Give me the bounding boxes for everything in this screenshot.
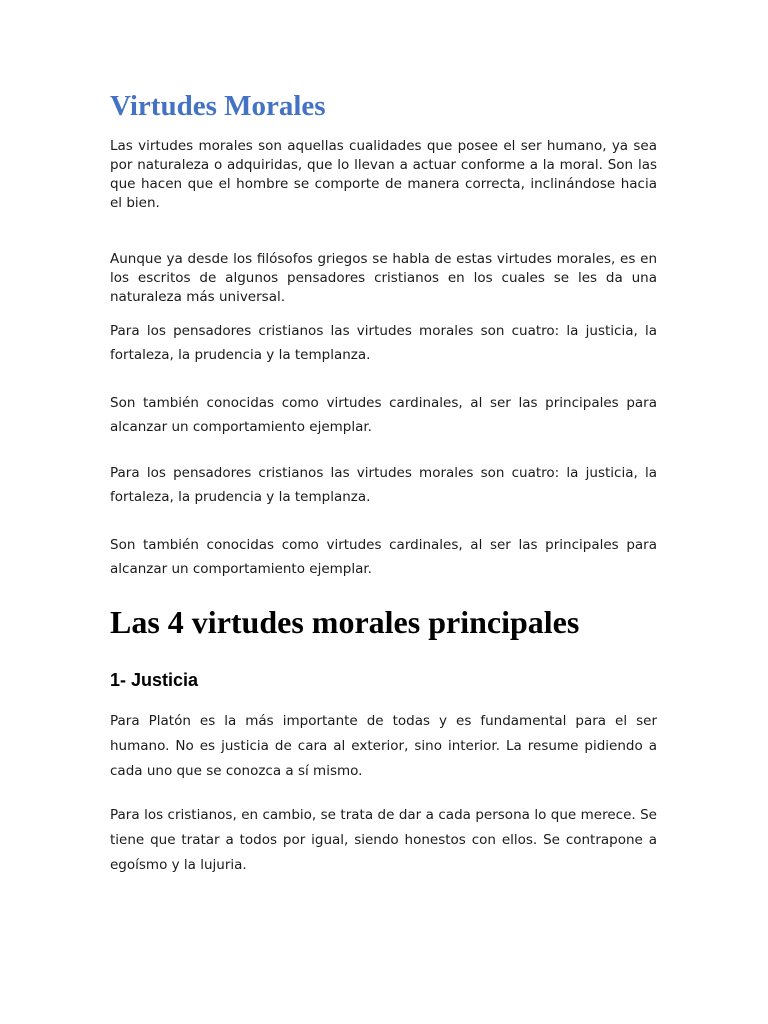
cardinal-definition-paragraph: Son también conocidas como virtudes cardinales, al ser las principales para alcanzar un comportamiento ejemplar. <box>110 395 657 435</box>
justicia-platon-paragraph: Para Platón es la más importante de todas y es fundamental para el ser humano. No es justicia de cara al exterior, sino interior. La resume pidiendo a cada uno que se conozca a sí mismo. <box>110 713 657 779</box>
intro-paragraph: Las virtudes morales son aquellas cualidades que posee el ser humano, ya sea por naturaleza o adquiridas, que lo llevan a actuar conforme a la moral. Son las que hacen que el hombre se comporte de manera correcta, inclinándose hacia el bien. <box>110 138 657 211</box>
history-paragraph: Aunque ya desde los filósofos griegos se habla de estas virtudes morales, es en los escritos de algunos pensadores cristianos en los cuales se les da una naturaleza más universal. <box>110 251 657 305</box>
cardinal-list-paragraph-repeat: Para los pensadores cristianos las virtudes morales son cuatro: la justicia, la fortaleza, la prudencia y la templanza. <box>110 465 657 505</box>
subsection-heading-justicia: 1- Justicia <box>110 670 199 690</box>
section-heading: Las 4 virtudes morales principales <box>110 604 580 640</box>
cardinal-list-paragraph: Para los pensadores cristianos las virtudes morales son cuatro: la justicia, la fortaleza, la prudencia y la templanza. <box>110 323 657 363</box>
justicia-cristianos-paragraph: Para los cristianos, en cambio, se trata de dar a cada persona lo que merece. Se tiene que tratar a todos por igual, siendo honestos con ellos. Se contrapone a egoísmo y la lujuria. <box>110 807 657 873</box>
document-title: Virtudes Morales <box>110 90 326 122</box>
cardinal-definition-paragraph-repeat: Son también conocidas como virtudes cardinales, al ser las principales para alcanzar un comportamiento ejemplar. <box>110 537 657 577</box>
